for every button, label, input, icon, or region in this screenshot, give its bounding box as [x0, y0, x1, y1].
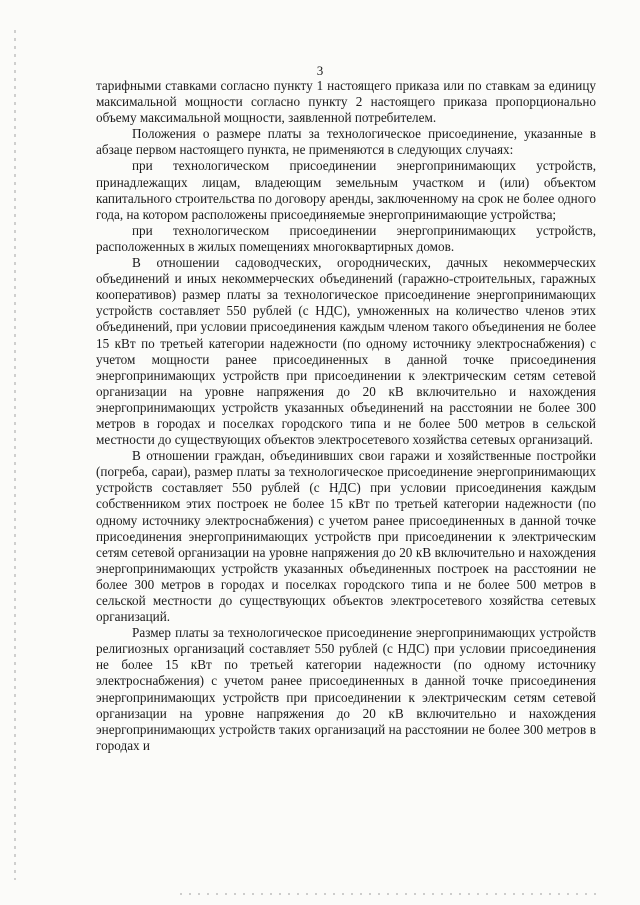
page-number: 3: [316, 63, 324, 78]
paragraph-garden-associations: В отношении садоводческих, огороднических, дачных некоммерческих объединений и иных некоммерческих объединений (гаражно-строительных, гаражных кооперативов) размер платы за технологическое присоединение энергопринимающих устройств составляет 550 рублей (с НДС), умноженных на количество членов этих объединений, при условии присоединения каждым членом такого объединения не более 15 кВт по третьей категории надежности (по одному источнику электроснабжения) с учетом мощности ранее присоединенных в данной точке присоединения энергопринимающих устройств при присоединении к электрическим сетям сетевой организации на уровне напряжения до 20 кВ включительно и нахождения энергопринимающих устройств указанных объединений на расстоянии не более 300 метров в городах и поселках городского типа и не более 500 метров в сельской местности до существующих объектов электросетевого хозяйства сетевых организаций.: [96, 255, 596, 448]
paragraph-exception-lease: при технологическом присоединении энергопринимающих устройств, принадлежащих лицам, владеющим земельным участком и (или) объектом капитального строительства по договору аренды, заключенному на срок не более одного года, на котором расположены присоединяемые энергопринимающие устройства;: [96, 158, 596, 222]
paragraph-garage-owners: В отношении граждан, объединивших свои гаражи и хозяйственные постройки (погреба, сараи), размер платы за технологическое присоединение энергопринимающих устройств составляет 550 рублей (с НДС) при условии присоединения каждым собственником этих построек не более 15 кВт по третьей категории надежности (по одному источнику электроснабжения) с учетом ранее присоединенных в данной точке присоединения энергопринимающих устройств при присоединении к электрическим сетям сетевой организации на уровне напряжения до 20 кВ включительно и нахождения энергопринимающих устройств указанных объединенных построек на расстоянии не более 300 метров в городах и поселках городского типа и не более 500 метров в сельской местности до существующих объектов электросетевого хозяйства сетевых организаций.: [96, 448, 596, 625]
paragraph-exception-apartments: при технологическом присоединении энергопринимающих устройств, расположенных в жилых помещениях многоквартирных домов.: [96, 222, 596, 254]
scan-bottom-edge: [180, 893, 600, 895]
document-body: [96, 78, 596, 754]
scan-left-edge: [14, 30, 16, 880]
paragraph-continuation: тарифными ставками согласно пункту 1 настоящего приказа или по ставкам за единицу максимальной мощности согласно пункту 2 настоящего приказа пропорционально объему максимальной мощности, заявленной потребителем.: [96, 78, 596, 126]
paragraph-exceptions-intro: Положения о размере платы за технологическое присоединение, указанные в абзаце первом настоящего пункта, не применяются в следующих случаях:: [96, 126, 596, 158]
paragraph-religious-organizations: Размер платы за технологическое присоединение энергопринимающих устройств религиозных организаций составляет 550 рублей (с НДС) при условии присоединения не более 15 кВт по третьей категории надежности (по одному источнику электроснабжения) с учетом ранее присоединенных в данной точке присоединения энергопринимающих устройств при присоединении к электрическим сетям сетевой организации на уровне напряжения до 20 кВ включительно и нахождения энергопринимающих устройств таких организаций на расстоянии не более 300 метров в городах и: [96, 625, 596, 753]
